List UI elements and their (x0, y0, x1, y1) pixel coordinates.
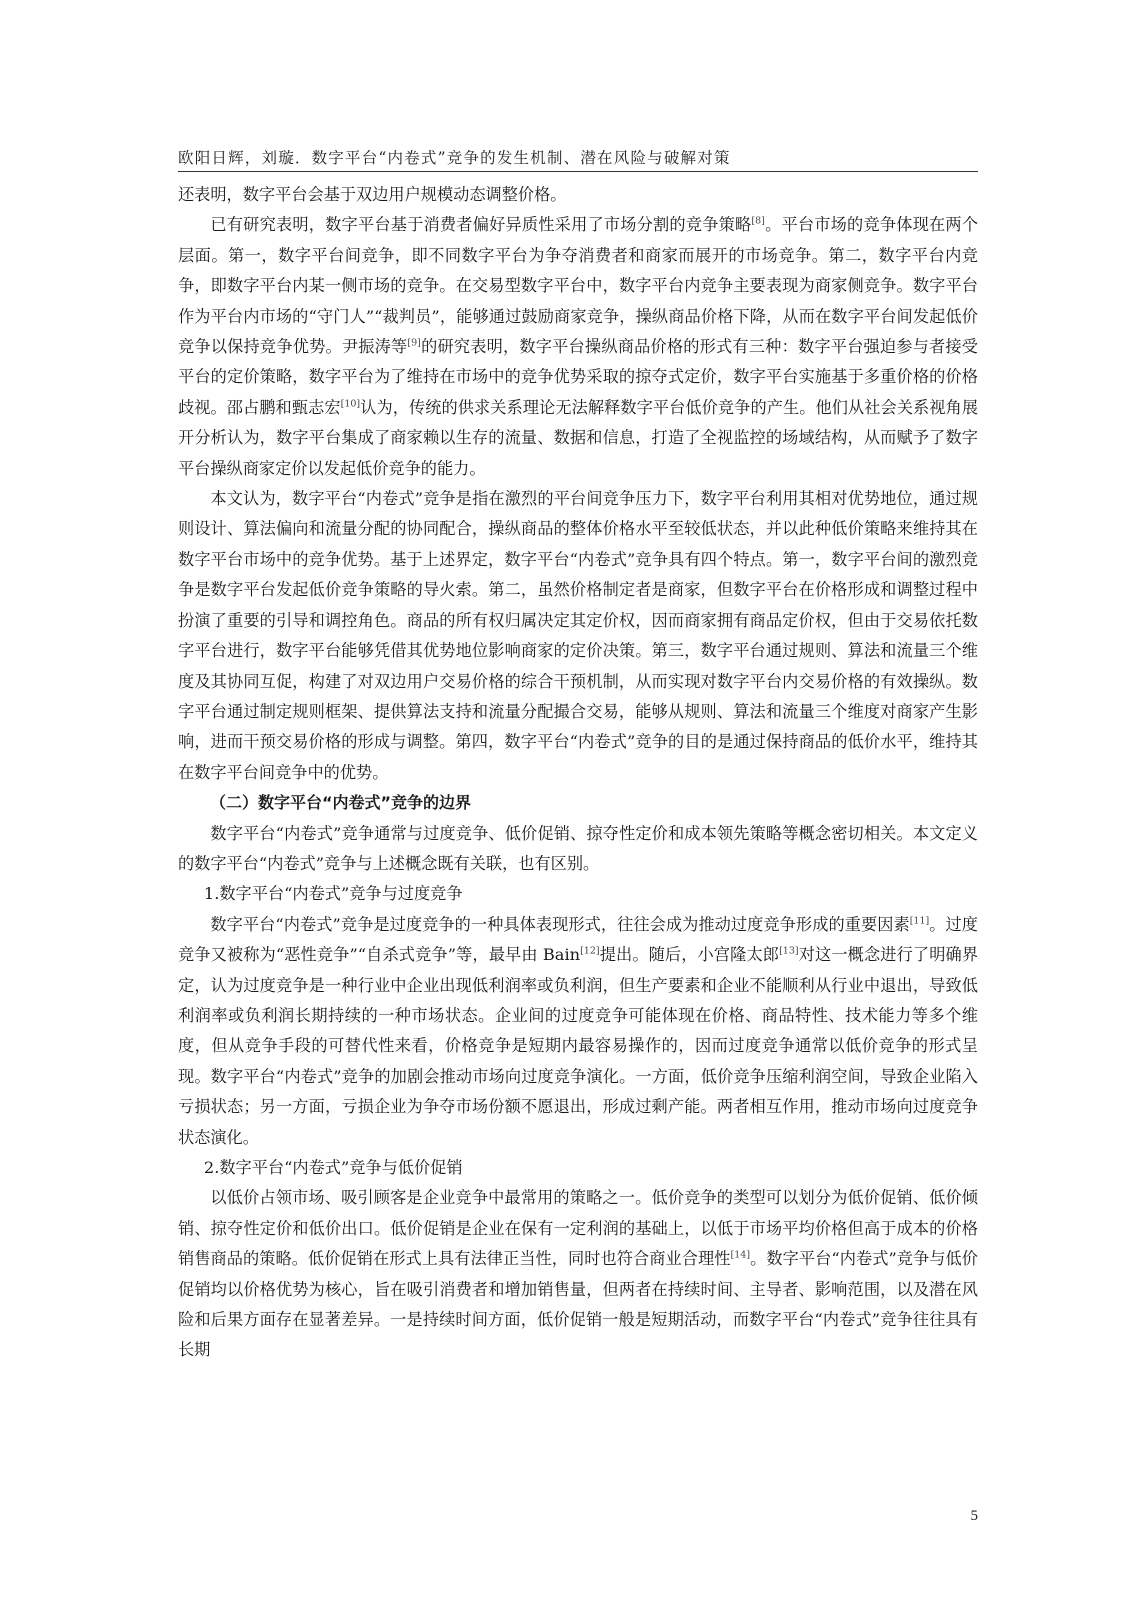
paragraph-low-price-promotion (178, 1183, 978, 1365)
text-run: 的研究表明，数字平台操纵商品价格的形式有三种：数字平台强迫参与者接受平台的定价策略，数字平台为了维持在市场中的竞争优势采取的掠夺式定价，数字平台实施基于多重价格的价格歧视。邵占鹏和甄志宏 (178, 337, 978, 417)
body-text (178, 180, 978, 1366)
text-run: 提出。随后，小宫隆太郎 (599, 945, 780, 965)
running-header: 欧阳日辉，刘璇．数字平台“内卷式”竞争的发生机制、潜在风险与破解对策 (178, 149, 731, 167)
text-run: 已有研究表明，数字平台基于消费者偏好异质性采用了市场分割的竞争策略 (210, 215, 752, 235)
text-run: 对这一概念进行了明确界定，认为过度竞争是一种行业中企业出现低利润率或负利润，但生产要素和企业不能顺利从行业中退出，导致低利润率或负利润长期持续的一种市场状态。企业间的过度竞争可能体现在价格、商品特性、技术能力等多个维度，但从竞争手段的可替代性来看，价格竞争是短期内最容易操作的，因而过度竞争通常以低价竞争的形式呈现。数字平台“内卷式”竞争的加剧会推动市场向过度竞争演化。一方面，低价竞争压缩利润空间，导致企业陷入亏损状态；另一方面，亏损企业为争夺市场份额不愿退出，形成过剩产能。两者相互作用，推动市场向过度竞争状态演化。 (178, 945, 979, 1147)
subheading-over-competition: 1.数字平台“内卷式”竞争与过度竞争 (203, 884, 463, 904)
citation: [10] (340, 398, 361, 410)
page-number: 5 (970, 1508, 978, 1524)
citation: [12] (580, 945, 600, 957)
text-run: 以低价占领市场、吸引顾客是企业竞争中最常用的策略之一。低价竞争的类型可以划分为低价促销、低价倾销、掠夺性定价和低价出口。低价促销是企业在保有一定利润的基础上，以低于市场平均价格但高于成本的价格销售商品的策略。低价促销在形式上具有法律正当性，同时也符合商业合理性 (178, 1188, 978, 1269)
text-run: 数字平台“内卷式”竞争是过度竞争的一种具体表现形式，往往会成为推动过度竞争形成的重要因素 (210, 914, 910, 934)
text-run: 认为，传统的供求关系理论无法解释数字平台低价竞争的产生。他们从社会关系视角展开分析认为，数字平台集成了商家赖以生存的流量、数据和信息，打造了全视监控的场域结构，从而赋予了数字平台操纵商家定价以发起低价竞争的能力。 (178, 397, 979, 478)
header-rule (178, 171, 978, 172)
paragraph-over-competition (178, 910, 978, 1153)
paragraph-definition: 本文认为，数字平台“内卷式”竞争是指在激烈的平台间竞争压力下，数字平台利用其相对优势地位，通过规则设计、算法偏向和流量分配的协同配合，操纵商品的整体价格水平至较低状态，并以此种低价策略来维持其在数字平台市场中的竞争优势。基于上述界定，数字平台“内卷式”竞争具有四个特点。第一，数字平台间的激烈竞争是数字平台发起低价竞争策略的导火索。第二，虽然价格制定者是商家，但数字平台在价格形成和调整过程中扮演了重要的引导和调控角色。商品的所有权归属决定其定价权，因而商家拥有商品定价权，但由于交易依托数字平台进行，数字平台能够凭借其优势地位影响商家的定价决策。第三，数字平台通过规则、算法和流量三个维度及其协同互促，构建了对双边用户交易价格的综合干预机制，从而实现对数字平台内交易价格的有效操纵。数字平台通过制定规则框架、提供算法支持和流量分配撮合交易，能够从规则、算法和流量三个维度对商家产生影响，进而干预交易价格的形成与调整。第四，数字平台“内卷式”竞争的目的是通过保持商品的低价水平，维持其在数字平台间竞争中的优势。 (178, 489, 978, 782)
paragraph-boundary-intro: 数字平台“内卷式”竞争通常与过度竞争、低价促销、掠夺性定价和成本领先策略等概念密切相关。本文定义的数字平台“内卷式”竞争与上述概念既有关联，也有区别。 (178, 823, 978, 873)
citation: [8] (751, 216, 765, 228)
paragraph-continuation: 还表明，数字平台会基于双边用户规模动态调整价格。 (178, 185, 567, 204)
paragraph-related-research (178, 210, 978, 484)
citation: [14] (730, 1249, 751, 1261)
text-run: 。过度竞争又被称为“恶性竞争”“自杀式竞争”等，最早由 Bain (178, 914, 978, 965)
text-run: 。平台市场的竞争体现在两个层面。第一，数字平台间竞争，即不同数字平台为争夺消费者和商家而展开的市场竞争。第二，数字平台内竞争，即数字平台内某一侧市场的竞争。在交易型数字平台中，数字平台内竞争主要表现为商家侧竞争。数字平台作为平台内市场的“守门人”“裁判员”，能够通过鼓励商家竞争，操纵商品价格下降，从而在数字平台间发起低价竞争以保持竞争优势。尹振涛等 (178, 215, 979, 357)
text-run: 。数字平台“内卷式”竞争与低价促销均以价格优势为核心，旨在吸引消费者和增加销售量，但两者在持续时间、主导者、影响范围，以及潜在风险和后果方面存在显著差异。一是持续时间方面，低价促销一般是短期活动，而数字平台“内卷式”竞争往往具有长期 (178, 1249, 978, 1360)
citation: [9] (407, 337, 421, 349)
section-heading: （二）数字平台“内卷式”竞争的边界 (210, 793, 472, 813)
citation: [13] (779, 945, 799, 957)
citation: [11] (909, 915, 930, 927)
subheading-low-price-promotion: 2.数字平台“内卷式”竞争与低价促销 (203, 1158, 463, 1177)
